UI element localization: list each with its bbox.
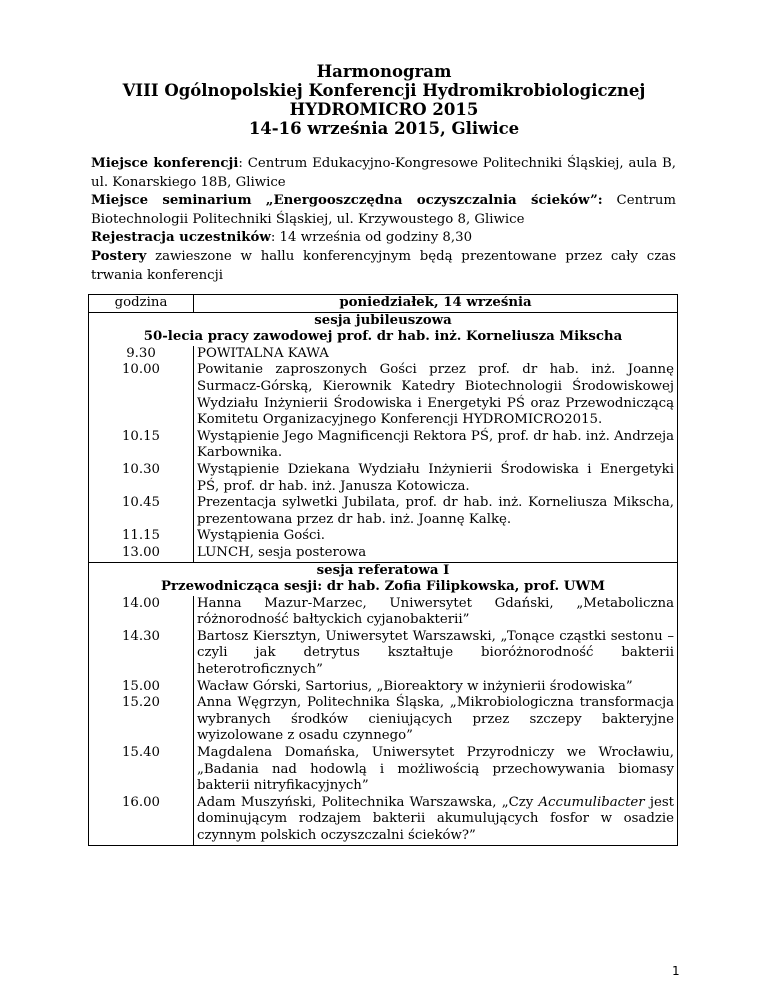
seminar-paragraph bbox=[91, 192, 676, 229]
registration-paragraph bbox=[91, 229, 676, 248]
session-1-subtitle: 50-lecia pracy zawodowej prof. dr hab. inż. Korneliusza Mikscha bbox=[89, 329, 678, 346]
session-2-subtitle: Przewodnicząca sesji: dr hab. Zofia Filipkowska, prof. UWM bbox=[89, 579, 678, 596]
venue-paragraph bbox=[91, 155, 676, 192]
table-row bbox=[89, 545, 678, 562]
document-title bbox=[0, 62, 768, 138]
column-header-day: poniedziałek, 14 września bbox=[194, 295, 678, 313]
row-description: Wacław Górski, Sartorius, „Bioreaktory w inżynierii środowiska” bbox=[194, 679, 678, 696]
row-time: 15.40 bbox=[89, 745, 194, 795]
row-desc-part-1: Adam Muszyński, Politechnika Warszawska, „Czy bbox=[197, 794, 539, 810]
session-1-title: sesja jubileuszowa bbox=[89, 312, 678, 329]
table-row bbox=[89, 679, 678, 696]
session-2-title: sesja referatowa I bbox=[89, 562, 678, 579]
table-row bbox=[89, 495, 678, 528]
table-header-row bbox=[89, 295, 678, 313]
row-time: 9.30 bbox=[89, 346, 194, 363]
seminar-text: Centrum Biotechnologii Politechniki Śląskiej, ul. Krzywoustego 8, Gliwice bbox=[91, 193, 676, 227]
row-description: LUNCH, sesja posterowa bbox=[194, 545, 678, 562]
conference-info bbox=[91, 155, 676, 285]
row-time: 10.15 bbox=[89, 429, 194, 462]
row-time: 14.30 bbox=[89, 629, 194, 679]
title-line-4: 14-16 września 2015, Gliwice bbox=[248, 119, 520, 138]
table-row bbox=[89, 596, 678, 629]
row-time: 13.00 bbox=[89, 545, 194, 562]
page-number: 1 bbox=[672, 964, 680, 978]
row-time: 10.00 bbox=[89, 362, 194, 428]
row-description bbox=[194, 795, 678, 845]
row-description: Anna Węgrzyn, Politechnika Śląska, „Mikrobiologiczna transformacja wybranych środków cieniujących przez szczepy bakteryjne wyizolowane z osadu czynnego” bbox=[194, 695, 678, 745]
table-row bbox=[89, 429, 678, 462]
row-time: 11.15 bbox=[89, 528, 194, 545]
row-time: 15.20 bbox=[89, 695, 194, 745]
row-description: POWITALNA KAWA bbox=[194, 346, 678, 363]
table-row bbox=[89, 528, 678, 545]
row-description: Wystąpienie Dziekana Wydziału Inżynierii Środowiska i Energetyki PŚ, prof. dr hab. inż. Janusza Kotowicza. bbox=[194, 462, 678, 495]
registration-text: : 14 września od godziny 8,30 bbox=[270, 230, 473, 246]
row-time: 10.30 bbox=[89, 462, 194, 495]
table-row bbox=[89, 629, 678, 679]
row-desc-part-2: jest dominującym rodzajem bakterii akumulujących fosfor w osadzie czynnym polskich oczyszczalni ścieków?” bbox=[197, 794, 674, 843]
session-title-row bbox=[89, 562, 678, 579]
venue-text: : Centrum Edukacyjno-Kongresowe Politechniki Śląskiej, aula B, ul. Konarskiego 18B, Gliwice bbox=[91, 156, 676, 190]
posters-paragraph bbox=[91, 248, 676, 285]
row-description: Wystąpienia Gości. bbox=[194, 528, 678, 545]
table-row bbox=[89, 346, 678, 363]
row-description: Prezentacja sylwetki Jubilata, prof. dr hab. inż. Korneliusza Mikscha, prezentowana przez dr hab. inż. Joannę Kalkę. bbox=[194, 495, 678, 528]
row-description: Wystąpienie Jego Magnificencji Rektora PŚ, prof. dr hab. inż. Andrzeja Karbownika. bbox=[194, 429, 678, 462]
registration-label: Rejestracja uczestników bbox=[91, 230, 271, 246]
column-header-time: godzina bbox=[89, 295, 194, 313]
row-description: Magdalena Domańska, Uniwersytet Przyrodniczy we Wrocławiu, „Badania nad hodowlą i możliwością przechowywania biomasy bakterii nitryfikacyjnych” bbox=[194, 745, 678, 795]
session-subtitle-row bbox=[89, 579, 678, 596]
table-row bbox=[89, 695, 678, 745]
title-line-1: Harmonogram bbox=[316, 62, 452, 81]
row-desc-italic: Accumulibacter bbox=[538, 794, 645, 810]
table-row bbox=[89, 362, 678, 428]
title-line-3: HYDROMICRO 2015 bbox=[289, 100, 479, 119]
title-line-2: VIII Ogólnopolskiej Konferencji Hydromikrobiologicznej bbox=[122, 81, 646, 100]
row-description: Hanna Mazur-Marzec, Uniwersytet Gdański, „Metaboliczna różnorodność bałtyckich cyjanobakterii” bbox=[194, 596, 678, 629]
session-title-row bbox=[89, 312, 678, 329]
seminar-label: Miejsce seminarium „Energooszczędna oczyszczalnia ścieków”: bbox=[91, 193, 603, 209]
table-row bbox=[89, 462, 678, 495]
venue-label: Miejsce konferencji bbox=[91, 156, 239, 171]
row-time: 16.00 bbox=[89, 795, 194, 845]
row-description: Powitanie zaproszonych Gości przez prof. dr hab. inż. Joannę Surmacz-Górską, Kierownik Katedry Biotechnologii Środowiskowej Wydziału Inżynierii Środowiska i Energetyki PŚ oraz Przewodniczącą Komitetu Organizacyjnego Konferencji HYDROMICRO2015. bbox=[194, 362, 678, 428]
table-row bbox=[89, 745, 678, 795]
row-time: 15.00 bbox=[89, 679, 194, 696]
posters-label: Postery bbox=[91, 248, 147, 264]
schedule-table bbox=[88, 294, 678, 846]
posters-text: zawieszone w hallu konferencyjnym będą prezentowane przez cały czas trwania konferencji bbox=[91, 248, 676, 283]
row-description: Bartosz Kiersztyn, Uniwersytet Warszawski, „Tonące cząstki sestonu – czyli jak detrytus kształtuje bioróżnorodność bakterii heterotroficznych” bbox=[194, 629, 678, 679]
row-time: 14.00 bbox=[89, 596, 194, 629]
table-row bbox=[89, 795, 678, 845]
session-subtitle-row bbox=[89, 329, 678, 346]
row-time: 10.45 bbox=[89, 495, 194, 528]
